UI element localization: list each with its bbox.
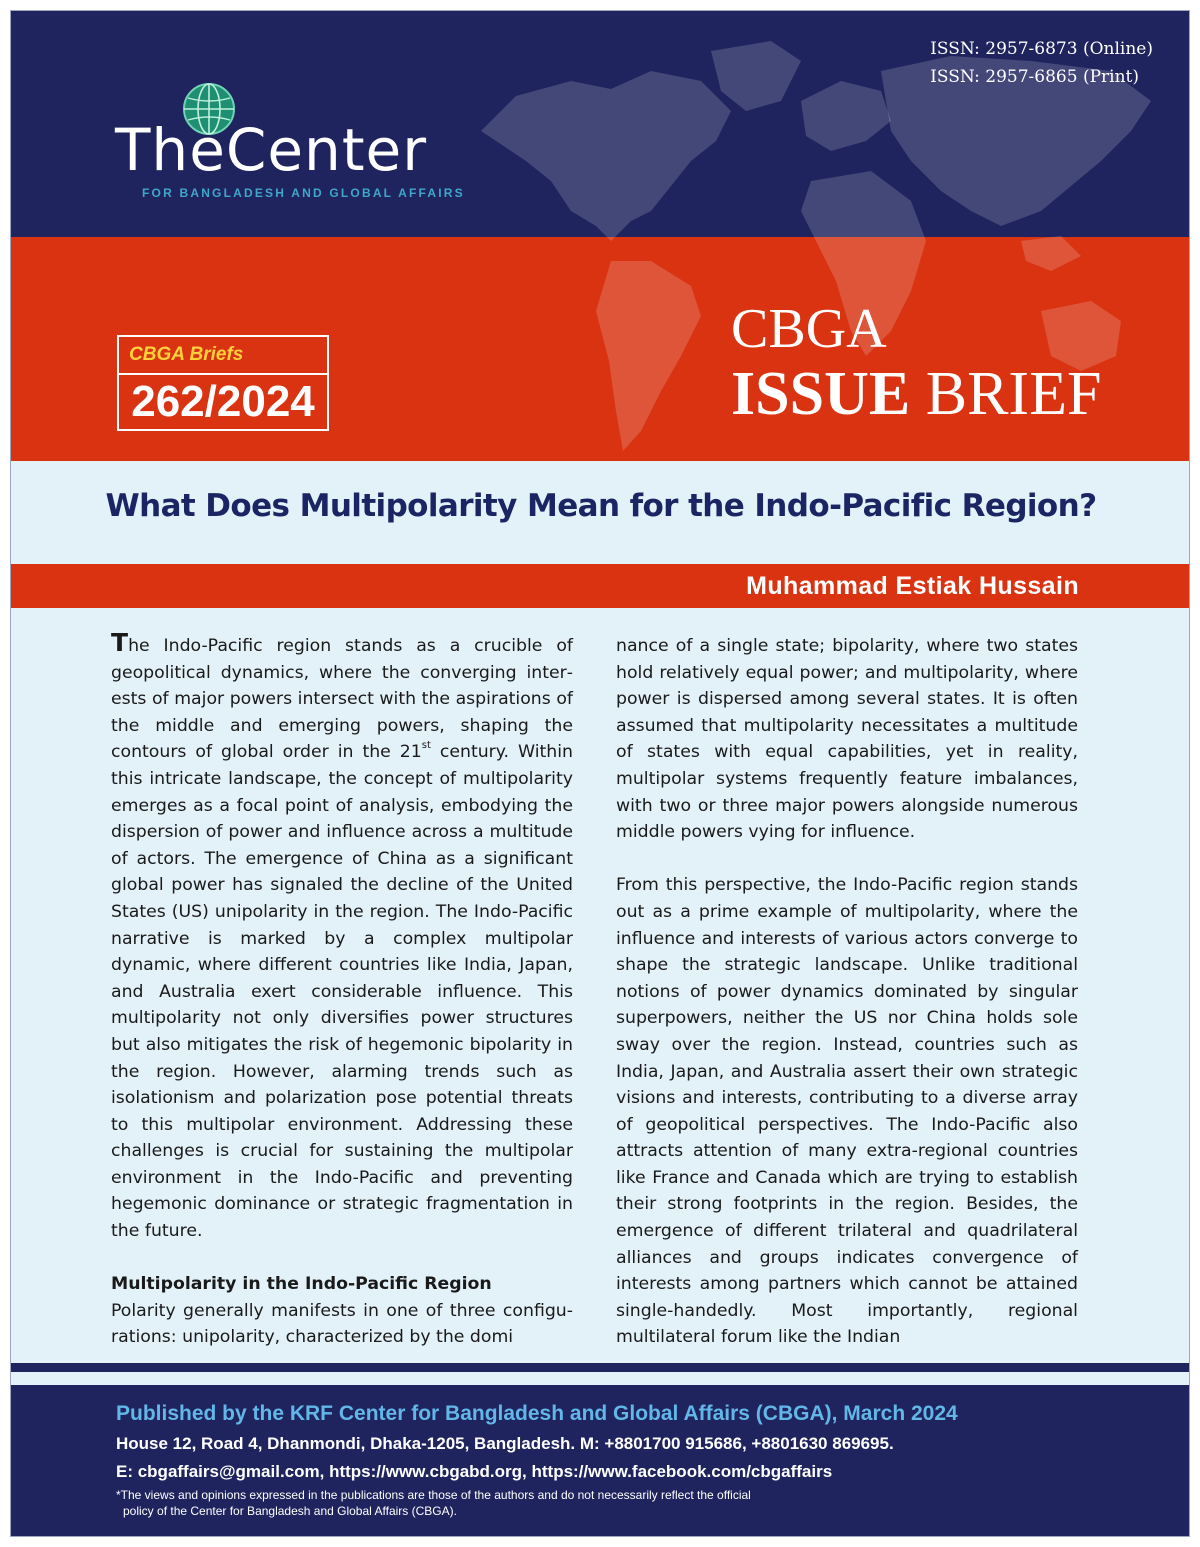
disclaimer <box>116 1487 751 1519</box>
author-bar <box>11 564 1190 608</box>
disclaimer-line-1: *The views and opinions expressed in the publications are those of the authors and do not necessarily reflect the official <box>116 1488 751 1502</box>
intro-paragraph <box>111 628 573 1245</box>
disclaimer-line-2: policy of the Center for Bangladesh and Global Affairs (CBGA). <box>123 1504 457 1518</box>
address-line: House 12, Road 4, Dhanmondi, Dhaka-1205, Bangladesh. M: +8801700 915686, +8801630 869695. <box>116 1434 894 1453</box>
issn-online: ISSN: 2957-6873 (Online) <box>930 39 1153 59</box>
intro-text-part-1: he Indo-Pacific region stands as a crucible of geopolitical dynamics, where the converging interests of major powers intersect with the aspirations of the middle and emerging powers, shaping the contours of global order in the 21 <box>111 636 573 763</box>
intro-text-part-2: century. Within this intricate landscape, the concept of multipolarity emerges as a focal point of analysis, embodying the dispersion of power and influence across a multitude of actors. The emergence of China as a significant global power has signaled the decline of the United States (US) unipolarity in the region. The Indo-Pacific narrative is marked by a complex multipolar dynamic, where different countries like India, Japan, and Australia exert considerable influence. This multipolarity not only diversifies power structures but also mitigates the risk of hegemonic bipolarity in the region. However, alarming trends such as isolationism and polarization pose potential threats to this multipolar environment. Addressing these challenges is crucial for sustaining the multipolar environment in the Indo-Pacific and preventing hegemonic dominance or strategic fragmentation in the future. <box>111 742 573 1242</box>
body-column-left <box>111 628 573 1351</box>
issue-word: ISSUE <box>731 360 911 428</box>
cbga-heading: CBGA <box>731 298 887 360</box>
footer-top-rule <box>11 1363 1190 1372</box>
polarity-paragraph-end: nance of a single state; bipolarity, where two states hold relatively equal power; and multipolarity, where power is dispersed among several states. It is often assumed that multipolarity necessitates a multitude of states with equal capabilities, yet in reality, multipolar systems frequently feature imbalances, with two or three major powers alongside numerous middle powers vying for influence. <box>616 636 1078 843</box>
perspective-paragraph: From this perspective, the Indo-Pacific region stands out as a prime example of multipolarity, where the influence and interests of various actors converge to shape the strategic landscape. Unlike traditional notions of power dynamics dominated by singular superpowers, neither the US nor China holds sole sway over the region. Instead, countries such as India, Japan, and Australia assert their own strategic visions and interests, contributing to a diverse array of geopolitical perspectives. The Indo-Pacific also attracts attention of many extra-regional countries like France and Canada which are trying to establish their strong footprints in the region. Besides, the emergence of different trilateral and quadrilateral alliances and groups indicates convergence of interests among partners which cannot be attained single-handedly. Most importantly, regional multilateral forum like the Indian <box>616 875 1078 1348</box>
brief-box-divider <box>119 373 327 375</box>
brief-page <box>10 10 1190 1537</box>
polarity-paragraph-start: Polarity generally manifests in one of three configurations: unipolarity, characterized by the domi <box>111 1300 573 1348</box>
brief-word: BRIEF <box>925 360 1102 428</box>
issue-brief-heading <box>731 357 1101 431</box>
brief-series-label: CBGA Briefs <box>129 341 321 369</box>
article-author: Muhammad Estiak Hussain <box>746 572 1079 600</box>
footer <box>11 1385 1190 1537</box>
body-column-right <box>616 633 1078 1351</box>
article-title: What Does Multipolarity Mean for the Indo-Pacific Region? <box>105 488 1097 524</box>
ordinal-suffix: st <box>421 740 431 752</box>
brief-number: 262/2024 <box>131 377 315 426</box>
section-heading: Multipolarity in the Indo-Pacific Region <box>111 1274 492 1295</box>
issn-print: ISSN: 2957-6865 (Print) <box>930 67 1140 87</box>
issn-block <box>930 35 1153 91</box>
publisher-line: Published by the KRF Center for Bangladesh and Global Affairs (CBGA), March 2024 <box>116 1402 958 1425</box>
drop-cap: T <box>111 628 129 657</box>
paragraph-gap <box>616 846 1078 873</box>
logo-tagline: FOR BANGLADESH AND GLOBAL AFFAIRS <box>142 186 465 200</box>
contact-links[interactable]: E: cbgaffairs@gmail.com, https://www.cbgabd.org, https://www.facebook.com/cbgaffairs <box>116 1462 833 1481</box>
logo-wordmark: TheCenter <box>115 116 428 184</box>
brief-number-box <box>117 335 329 431</box>
